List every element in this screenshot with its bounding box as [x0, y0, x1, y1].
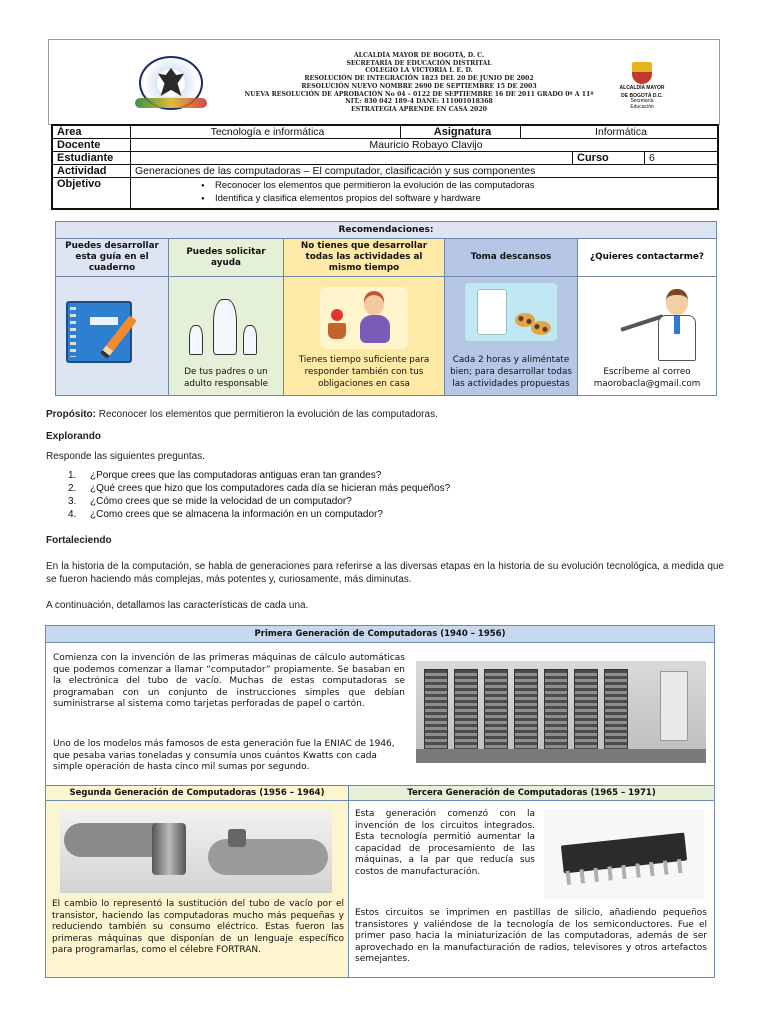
area-label: Área — [53, 126, 131, 138]
teacher-icon — [618, 285, 708, 363]
segunda-generacion-cell — [46, 801, 349, 977]
explorando-heading: Explorando — [46, 431, 102, 442]
info-row-docente — [53, 139, 717, 152]
rec-header: Puedes desarrollar esta guía en el cuaderno — [56, 239, 168, 277]
header-line: RESOLUCIÓN DE INTEGRACIÓN 1823 DEL 20 DE JUNIO DE 2002 — [304, 75, 534, 83]
document-header — [48, 39, 720, 125]
header-line: NIT.: 830 042 189-4 DANE: 111001018368 — [345, 98, 493, 106]
milk-and-cookies-icon — [465, 283, 557, 341]
objetivo-list — [163, 180, 534, 205]
eniac-photo — [416, 661, 706, 763]
questions-list — [68, 469, 450, 521]
actividad-label: Actividad — [53, 165, 131, 177]
proposito-paragraph — [46, 408, 724, 421]
bogota-logo: ALCALDÍA MAYOR DE BOGOTÁ D.C. Secretaría Educación — [609, 62, 675, 114]
header-line: SECRETARÍA DE EDUCACIÓN DISTRITAL — [346, 59, 492, 67]
rec-col-tiempo — [284, 239, 445, 395]
rec-body-text: Cada 2 horas y aliméntate bien; para desarrollar todas las actividades propuestas — [450, 355, 572, 389]
proposito-text: Reconocer los elementos que permitieron la evolución de las computadoras. — [96, 409, 438, 420]
rec-header: Toma descansos — [445, 239, 577, 277]
docente-label: Docente — [53, 139, 131, 151]
rec-body — [56, 277, 168, 395]
tercera-generacion-title: Tercera Generación de Computadoras (1965 – 1971) — [349, 785, 714, 801]
objetivo-item: ● Reconocer los elementos que permitieron la evolución de las computadoras — [163, 180, 534, 193]
continuacion-text: A continuación, detallamos las características de cada una. — [46, 600, 309, 611]
responde-instruction: Responde las siguientes preguntas. — [46, 451, 205, 462]
bogota-shield-icon — [632, 62, 652, 84]
rec-body-text: Tienes tiempo suficiente para responder también con tus obligaciones en casa — [298, 355, 430, 389]
curso-label: Curso — [573, 152, 645, 164]
info-row-area — [53, 126, 717, 139]
estudiante-label: Estudiante — [53, 152, 131, 164]
asignatura-value: Informática — [595, 126, 647, 138]
transistor-photo — [60, 809, 332, 893]
rec-body — [284, 277, 444, 395]
recommendations-title: Recomendaciones: — [56, 222, 716, 239]
primera-generacion-title: Primera Generación de Computadoras (1940 – 1956) — [46, 626, 714, 643]
generations-table — [45, 625, 715, 978]
girl-watering-flower-icon — [320, 287, 408, 349]
header-line: ESTRATEGIA APRENDE EN CASA 2020 — [351, 105, 487, 113]
segunda-generacion-title: Segunda Generación de Computadoras (1956 – 1964) — [46, 785, 349, 801]
actividad-value: Generaciones de las computadoras – El computador, clasificación y sus componentes — [135, 165, 536, 177]
recommendations-table — [55, 221, 717, 396]
tercera-generacion-text: Esta generación comenzó con la invención de los circuitos integrados. Esta tecnología permitió aumentar la capacidad de procesamiento de las máquinas, a la par que reducía sus costos de manufacturación. — [355, 809, 535, 877]
info-row-actividad — [53, 165, 717, 178]
contact-email-text[interactable]: Escríbeme al correo maorobacla@gmail.com — [593, 367, 701, 389]
institution-lines — [219, 52, 619, 114]
curso-value: 6 — [649, 152, 655, 164]
info-row-objetivo — [53, 178, 717, 208]
rec-body — [445, 277, 577, 395]
header-line: COLEGIO LA VICTORIA I. E. D. — [365, 67, 473, 75]
header-line: NUEVA RESOLUCIÓN DE APROBACIÓN No 04 – 0122 DE SEPTIEMBRE 16 DE 2011 GRADO 0º A 11º — [244, 90, 594, 98]
rec-header: ¿Quieres contactarme? — [578, 239, 716, 277]
question-item: 3. ¿Cómo crees que se mide la velocidad de un computador? — [68, 496, 352, 507]
estudiante-value[interactable] — [131, 152, 573, 164]
rec-header: Puedes solicitar ayuda — [169, 239, 283, 277]
proposito-label: Propósito: — [46, 409, 96, 420]
question-item: 1. ¿Porque crees que las computadoras antiguas eran tan grandes? — [68, 470, 382, 481]
primera-generacion-text-eniac: Uno de los modelos más famosos de esta generación fue la ENIAC de 1946, que pesaba varias toneladas y consumía unos cuántos Kwatts con cada simple operación de hasta cinco mil sumas por segundo. — [53, 739, 395, 772]
rec-col-descansos — [445, 239, 578, 395]
fortaleciendo-paragraph: En la historia de la computación, se habla de generaciones para referirse a las diversas etapas en la historia de su evolución tecnológica, a medida que se fueron haciendo más complejas, más potentes y, curiosamente, más diminutas. — [46, 561, 724, 585]
header-line: ALCALDÍA MAYOR DE BOGOTÁ, D. C. — [353, 52, 485, 59]
rec-body — [169, 277, 283, 395]
header-line: RESOLUCIÓN NUEVO NOMBRE 2690 DE SEPTIEMBRE 15 DE 2003 — [301, 82, 537, 90]
integrated-circuit-photo — [544, 809, 704, 899]
rec-col-ayuda — [169, 239, 284, 395]
segunda-generacion-text: El cambio lo representó la sustitución del tubo de vacío por el transistor, haciendo las computadoras mucho más pequeñas y reduciendo también su consumo eléctrico. Estas fueron las primeras máquinas que disponían de un lenguaje específico para programarlas, como el célebre FORTRAN. — [52, 899, 344, 955]
fortaleciendo-heading: Fortaleciendo — [46, 535, 112, 546]
rec-header: No tienes que desarrollar todas las actividades al mismo tiempo — [284, 239, 444, 277]
asignatura-label: Asignatura — [401, 126, 521, 138]
area-value: Tecnología e informática — [131, 126, 401, 138]
family-icon — [187, 295, 267, 355]
docente-value: Mauricio Robayo Clavijo — [369, 139, 483, 151]
objetivo-label: Objetivo — [53, 178, 131, 208]
rec-body-text: De tus padres o un adulto responsable — [184, 367, 268, 389]
rec-col-contacto — [578, 239, 716, 395]
school-crest-logo — [135, 54, 205, 112]
info-table — [51, 124, 719, 210]
question-item: 4. ¿Como crees que se almacena la información en un computador? — [68, 509, 383, 520]
objetivo-item: ● Identifica y clasifica elementos propios del software y hardware — [163, 193, 534, 206]
info-row-estudiante — [53, 152, 717, 165]
tercera-generacion-text-circuitos: Estos circuitos se imprimen en pastillas de silicio, añadiendo pequeños transistores y valiéndose de la tecnología de los semiconductores. Fue el primer paso hacia la miniaturización de las computadoras, además de ser aprovechado en la manufacturación de radios, televisores y otros artefactos semejantes. — [355, 908, 707, 964]
rec-body — [578, 277, 716, 395]
rec-col-cuaderno — [56, 239, 169, 395]
question-item: 2. ¿Qué crees que hizo que los computadores cada día se hicieran más pequeños? — [68, 483, 451, 494]
primera-generacion-text: Comienza con la invención de las primeras máquinas de cálculo automáticas que podemos comenzar a llamar “computador” propiamente. Se basaban en la electrónica del tubo de vacío. Muchas de estas computadoras se programaban con un conjunto de instrucciones simples que debían suministrarse al sistema como tarjetas perforadas de papel o cartón. — [53, 653, 405, 709]
